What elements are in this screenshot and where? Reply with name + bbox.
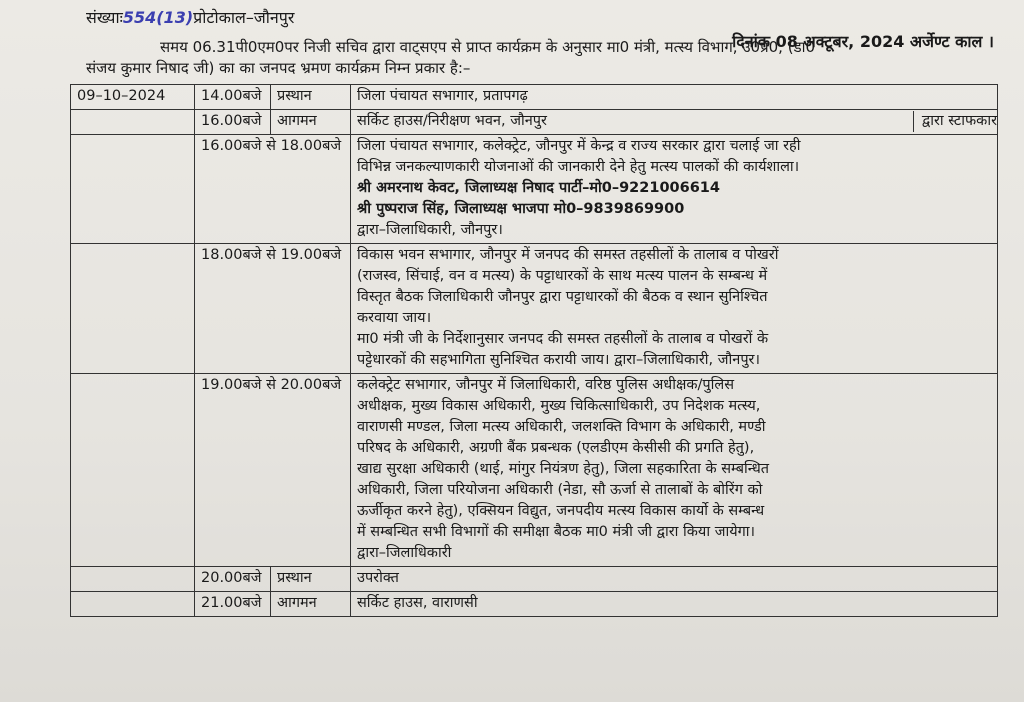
ref-label: संख्याः	[86, 8, 123, 27]
handwritten-ref: 554(13)	[122, 8, 194, 27]
row-description: विकास भवन सभागार, जौनपुर में जनपद की समस्त तहसीलों के तालाब व पोखरों (राजस्व, सिंचाई, वन व मत्स्य) के पट्टाधारकों के साथ मत्स्य पालन के सम्बन्ध में विस्तृत बैठक जिलाधिकारी जौनपुर द्वारा पट्टाधारकों की बैठक व स्थान सुनिश्चित करवाया जाय। मा0 मंत्री जी के निर्देशानुसार जनपद की समस्त तहसीलों के तालाब व पोखरों के पट्टेधारकों की सहभागिता सुनिश्चित करायी जाय। द्वारा–जिलाधिकारी, जौनपुर।	[351, 244, 998, 374]
row-time: 21.00बजे	[195, 592, 271, 617]
table-row	[71, 244, 998, 374]
table-row	[71, 592, 998, 617]
row-note: द्वारा स्टाफकार	[913, 111, 997, 132]
row-action: आगमन	[271, 110, 351, 135]
schedule-table	[70, 84, 998, 617]
row-time: 14.00बजे	[195, 85, 271, 110]
row-description: कलेक्ट्रेट सभागार, जौनपुर में जिलाधिकारी, वरिष्ठ पुलिस अधीक्षक/पुलिस अधीक्षक, मुख्य विकास अधिकारी, मुख्य चिकित्साधिकारी, उप निदेशक मत्स्य, वाराणसी मण्डल, जिला मत्स्य अधिकारी, जलशक्ति विभाग के अधिकारी, मण्डी परिषद के अधिकारी, अग्रणी बैंक प्रबन्धक (एलडीएम केसीसी की प्रगति हेतु), खाद्य सुरक्षा अधिकारी (थाई, मांगुर नियंत्रण हेतु), जिला सहकारिता के सम्बन्धित अधिकारी, जिला परियोजना अधिकारी (नेडा, सौ ऊर्जा से तालाबों के बोरिंग को ऊर्जीकृत करने हेतु), एक्सियन विद्युत, जनपदीय मत्स्य विकास कार्यो के सम्बन्ध में सम्बन्धित सभी विभागों की समीक्षा बैठक मा0 मंत्री जी द्वारा किया जायेगा। द्वारा–जिलाधिकारी	[351, 374, 998, 567]
reference-number	[86, 6, 294, 28]
row-time: 16.00बजे से 18.00बजे	[195, 135, 351, 244]
intro-line-2: संजय कुमार निषाद जी) का का जनपद भ्रमण कार्यक्रम निम्न प्रकार है:–	[86, 59, 471, 77]
row-action: आगमन	[271, 592, 351, 617]
row-place: उपरोक्त	[351, 567, 998, 592]
row-time: 20.00बजे	[195, 567, 271, 592]
document-date: दिनांक 08 अक्टूबर, 2024 अर्जेण्ट काल ।	[732, 32, 994, 51]
table-row	[71, 110, 998, 135]
row-time: 16.00बजे	[195, 110, 271, 135]
row-time: 19.00बजे से 20.00बजे	[195, 374, 351, 567]
ref-office: प्रोटोकाल–जौनपुर	[193, 8, 295, 27]
row-place: सर्किट हाउस/निरीक्षण भवन, जौनपुर	[357, 113, 547, 129]
intro-line-1: समय 06.31पी0एम0पर निजी सचिव द्वारा वाट्सएप से प्राप्त कार्यक्रम के अनुसार मा0 मंत्री, मत्स्य विभाग, उ0प्र0, (डा0	[160, 38, 816, 56]
table-row	[71, 85, 998, 110]
row-time: 18.00बजे से 19.00बजे	[195, 244, 351, 374]
table-row	[71, 374, 998, 567]
row-place: सर्किट हाउस, वाराणसी	[351, 592, 998, 617]
schedule-date: 09–10–2024	[71, 85, 195, 110]
row-action: प्रस्थान	[271, 567, 351, 592]
row-description: जिला पंचायत सभागार, कलेक्ट्रेट, जौनपुर में केन्द्र व राज्य सरकार द्वारा चलाई जा रही विभिन्न जनकल्याणकारी योजनाओं की जानकारी देने हेतु मत्स्य पालकों की कार्यशाला। श्री अमरनाथ केवट, जिलाध्यक्ष निषाद पार्टी–मो0–9221006614 श्री पुष्पराज सिंह, जिलाध्यक्ष भाजपा मो0–9839869900 द्वारा–जिलाधिकारी, जौनपुर।	[351, 135, 998, 244]
table-row	[71, 567, 998, 592]
row-action: प्रस्थान	[271, 85, 351, 110]
row-place: जिला पंचायत सभागार, प्रतापगढ़	[351, 85, 998, 110]
table-row	[71, 135, 998, 244]
